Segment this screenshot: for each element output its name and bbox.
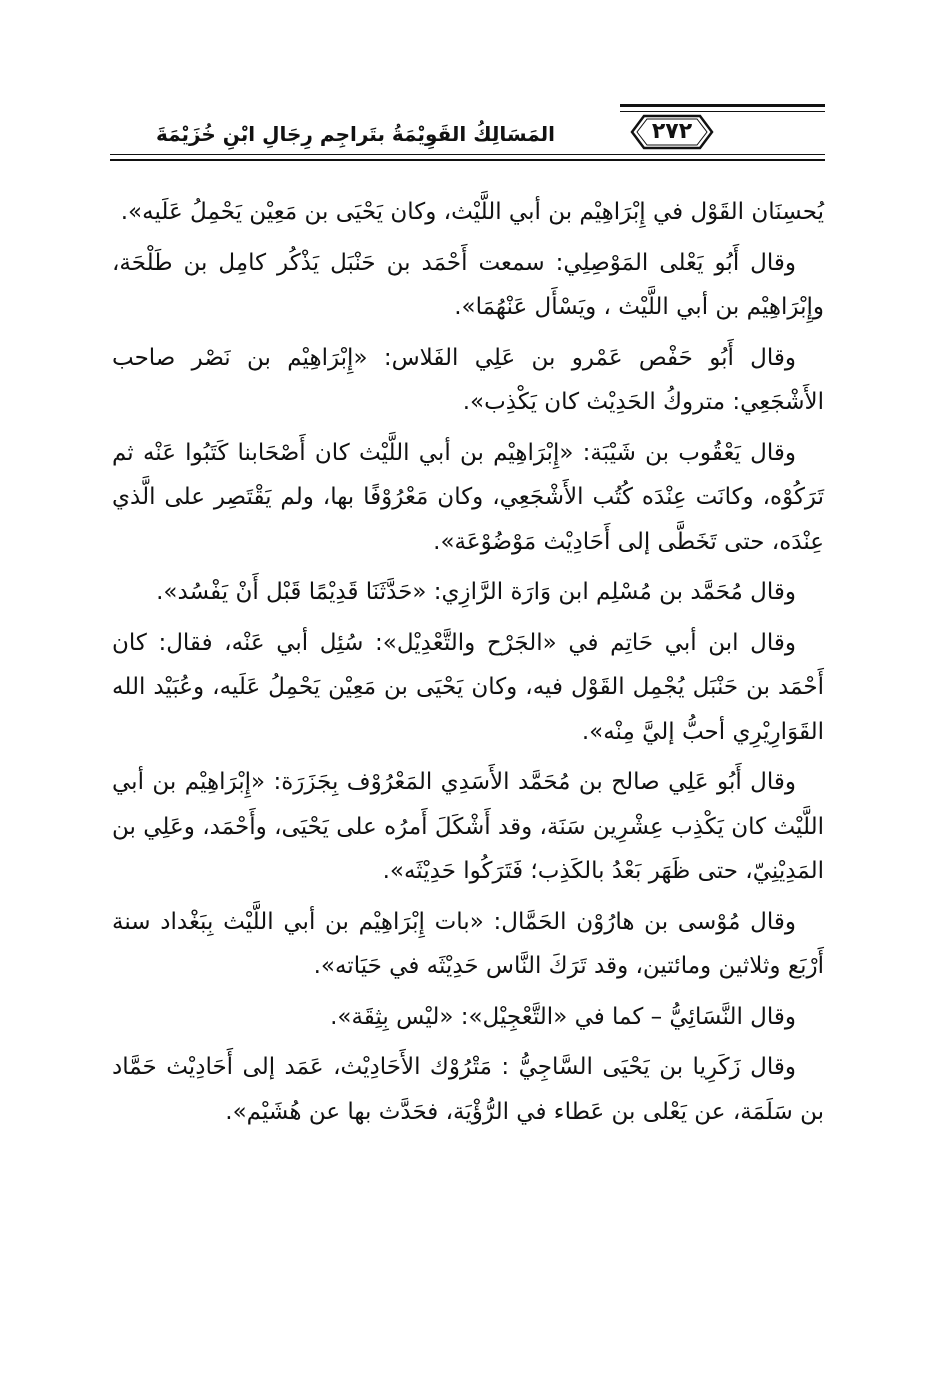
paragraph: وقال مُحَمَّد بن مُسْلِم ابن وَارَة الرَّازِي: «حَدَّثَنَا قَدِيْمًا قَبْل أَنْ يَفْسُد». xyxy=(156,579,796,605)
paragraph: وقال يَعْقُوب بن شَيْبَة: «إِبْرَاهِيْم بن أبي اللَّيْث كان أَصْحَابنا كَتَبُوا عَنْه ثم تَرَكُوْه، وكانَت عِنْدَه كُتُب الأَشْجَعِي، وكان مَعْرُوْفًا بها، ولم يَقْتَصِر على الَّذي عِنْدَه، حتى تَخَطَّى إلى أَحَادِيْث مَوْضُوْعَة». xyxy=(112,439,824,555)
paragraph: وقال أَبُو عَلِي صالح بن مُحَمَّد الأَسَدِي المَعْرُوْف بِجَزَرَة: «إِبْرَاهِيْم بن أبي اللَّيْث كان يَكْذِب عِشْرِين سَنَة، وقد أَشْكَلَ أَمرُه على يَحْيَى، وأَحْمَد، وعَلِي بن المَدِيْنِيّ، حتى ظَهَر بَعْدُ بالكَذِب؛ فَتَرَكُوا حَدِيْثَه». xyxy=(112,769,824,884)
paragraph: وقال أَبُو حَفْص عَمْرو بن عَلِي الفَلاس: «إِبْرَاهِيْم بن نَصْر صاحب الأَشْجَعِي: متروكُ الحَدِيْث كان يَكْذِب». xyxy=(112,344,824,415)
header-rule-bottom xyxy=(110,154,825,161)
page-header xyxy=(110,96,825,166)
paragraph: وقال زَكَرِيا بن يَحْيَى السَّاجِيُّ : مَتْرُوْك الأَحَادِيْث، عَمَد إلى أَحَادِيْث حَمَّاد بن سَلَمَة، عن يَعْلى بن عَطاء في الرُّؤْيَة، فحَدَّث بها عن هُشَيْم». xyxy=(112,1054,824,1125)
page-number-frame xyxy=(630,114,714,150)
paragraph: وقال ابن أبي حَاتِم في «الجَرْح والتَّعْدِيْل»: سُئِل أبي عَنْه، فقال: كان أَحْمَد بن حَنْبَل يُجْمِل القَوْل فيه، وكان يَحْيَى بن مَعِيْن يَحْمِلُ عَلَيه، وعُبَيْد الله القَوَارِيْرِي أحبُّ إليَّ مِنْه». xyxy=(112,629,824,745)
body-text xyxy=(112,190,824,1140)
header-rule-top xyxy=(620,104,825,112)
paragraph: وقال مُوْسى بن هارُوْن الحَمَّال: «بات إِبْرَاهِيْم بن أبي اللَّيْث بِبَغْداد سنة أَرْبَع وثلاثين ومائتين، وقد تَرَكَ النَّاس حَدِيْثَه في حَيَاته». xyxy=(112,908,824,979)
page-number: ٢٧٢ xyxy=(651,119,693,144)
running-title: المَسَالِكُ القَوِيْمَةُ بتَراجِم رِجَالِ ابْنِ خُزَيْمَةَ xyxy=(155,122,555,146)
paragraph: وقال أَبُو يَعْلى المَوْصِلِي: سمعت أَحْمَد بن حَنْبَل يَذْكُر كامِل بن طَلْحَة، وإِبْرَاهِيْم بن أبي اللَّيْث ، ويَسْأَل عَنْهُمَا». xyxy=(112,249,824,320)
paragraph: وقال النَّسَائِيُّ – كما في «التَّعْجِيْل»: «ليْس بِثِقَة». xyxy=(330,1003,796,1030)
paragraph: يُحسِنَان القَوْل في إِبْرَاهِيْم بن أبي اللَّيْث، وكان يَحْيَى بن مَعِيْن يَحْمِلُ عَلَيه». xyxy=(120,199,824,225)
